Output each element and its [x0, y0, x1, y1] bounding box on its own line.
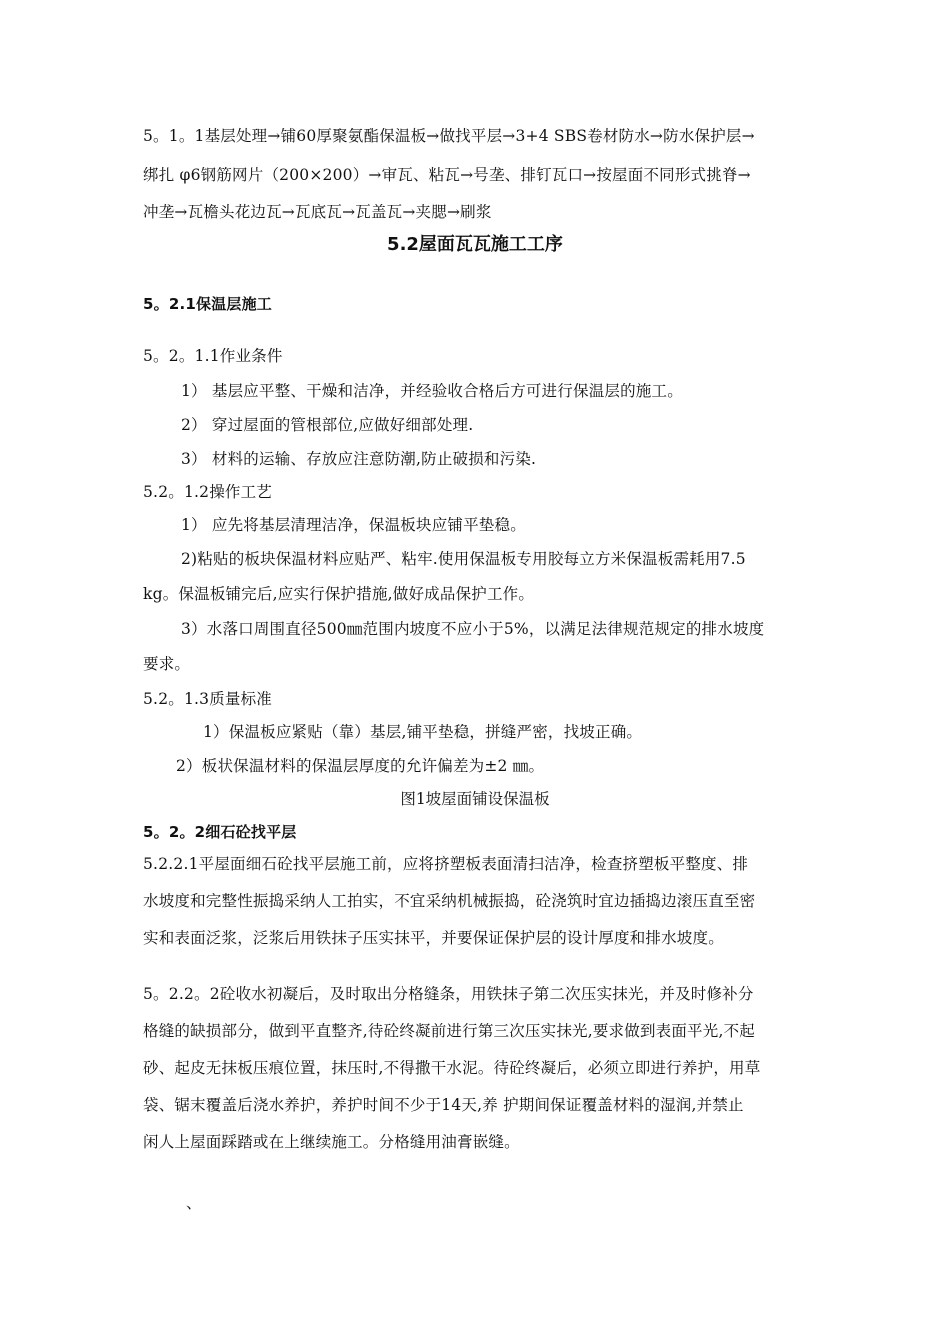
work-conditions-heading: 5。2。1.1作业条件 — [143, 347, 283, 365]
process-chain-line-2: 绑扎 φ6钢筋网片（200×200）→审瓦、粘瓦→号垄、排钉瓦口→按屋面不同形式挑脊→ — [143, 166, 751, 184]
work-condition-item: 2） 穿过屋面的管根部位,应做好细部处理. — [181, 416, 474, 434]
subsection-heading-insulation: 5。2.1保温层施工 — [143, 295, 273, 313]
process-line: 1） 应先将基层清理洁净，保温板块应铺平垫稳。 — [181, 516, 526, 534]
figure-caption: 图1坡屋面铺设保温板 — [400, 790, 550, 808]
quality-item: 2）板状保温材料的保温层厚度的允许偏差为±2 ㎜。 — [176, 757, 545, 775]
screed-paragraph-2-line: 5。2.2。2砼收水初凝后，及时取出分格缝条，用铁抹子第二次压实抹光，并及时修补分 — [143, 985, 754, 1003]
quality-item: 1）保温板应紧贴（靠）基层,铺平垫稳，拼缝严密，找坡正确。 — [203, 723, 643, 741]
screed-paragraph-2-line: 格缝的缺损部分，做到平直整齐,待砼终凝前进行第三次压实抹光,要求做到表面平光,不起 — [143, 1022, 755, 1040]
process-chain-line-1: 5。1。1基层处理→铺60厚聚氨酯保温板→做找平层→3+4 SBS卷材防水→防水保护层→ — [143, 127, 755, 145]
subsection-heading-screed: 5。2。2细石砼找平层 — [143, 823, 297, 841]
process-chain-line-3: 冲垄→瓦檐头花边瓦→瓦底瓦→瓦盖瓦→夹腮→刷浆 — [143, 203, 492, 221]
screed-paragraph-2-line: 闲人上屋面踩踏或在上继续施工。分格缝用油膏嵌缝。 — [143, 1133, 520, 1151]
screed-paragraph-1-line: 实和表面泛浆，泛浆后用铁抹子压实抹平，并要保证保护层的设计厚度和排水坡度。 — [143, 929, 724, 947]
screed-paragraph-1-line: 5.2.2.1平屋面细石砼找平层施工前，应将挤塑板表面清扫洁净，检查挤塑板平整度、排 — [143, 855, 749, 873]
process-line: 要求。 — [143, 655, 191, 673]
work-condition-item: 3） 材料的运输、存放应注意防潮,防止破损和污染. — [181, 450, 537, 468]
process-line: kg。保温板铺完后,应实行保护措施,做好成品保护工作。 — [143, 585, 535, 603]
trailing-punctuation-mark: 、 — [186, 1194, 202, 1212]
quality-heading: 5.2。1.3质量标准 — [143, 690, 273, 708]
process-line: 2)粘贴的板块保温材料应贴严、粘牢.使用保温板专用胶每立方米保温板需耗用7.5 — [181, 550, 746, 568]
process-heading: 5.2。1.2操作工艺 — [143, 483, 273, 501]
process-line: 3）水落口周围直径500㎜范围内坡度不应小于5%，以满足法律规范规定的排水坡度 — [181, 620, 765, 638]
section-title: 5.2屋面瓦瓦施工工序 — [387, 234, 563, 255]
screed-paragraph-1-line: 水坡度和完整性振捣采纳人工拍实，不宜采纳机械振捣，砼浇筑时宜边插捣边滚压直至密 — [143, 892, 756, 910]
work-condition-item: 1） 基层应平整、干燥和洁净，并经验收合格后方可进行保温层的施工。 — [181, 382, 683, 400]
screed-paragraph-2-line: 袋、锯末覆盖后浇水养护，养护时间不少于14天,养 护期间保证覆盖材料的湿润,并禁止 — [143, 1096, 744, 1114]
screed-paragraph-2-line: 砂、起皮无抹板压痕位置，抹压时,不得撒干水泥。待砼终凝后，必须立即进行养护，用草 — [143, 1059, 761, 1077]
